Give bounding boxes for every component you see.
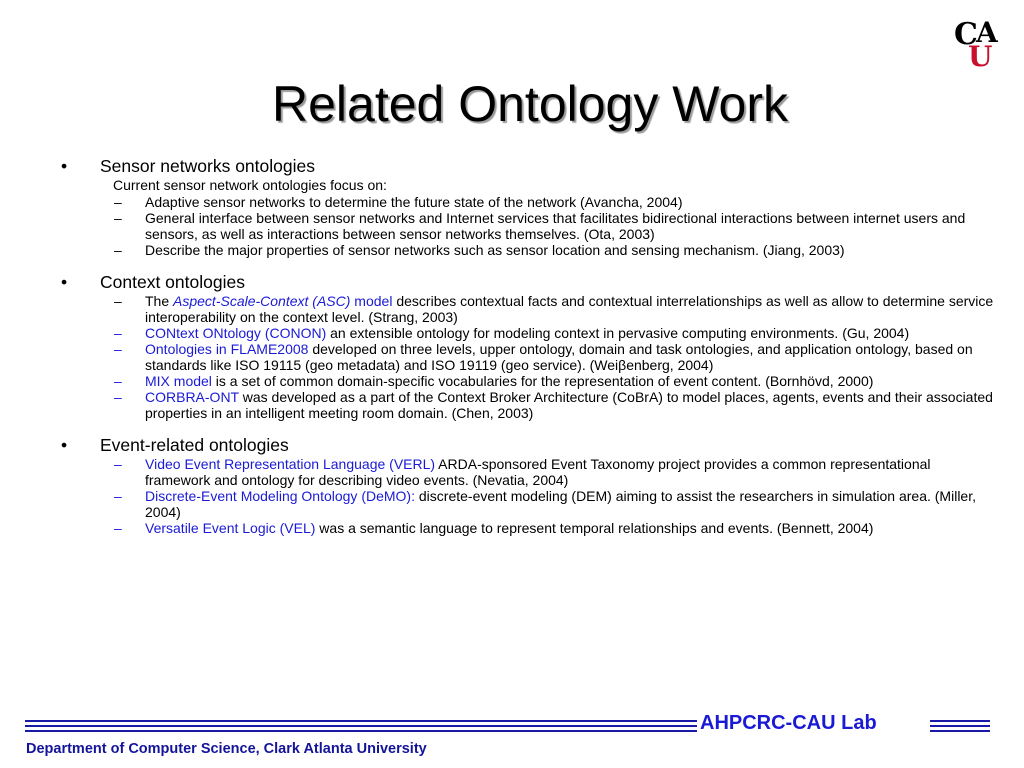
sub-item: – MIX model is a set of common domain-specific vocabularies for the representation of event content. (Bornhövd, 2000) — [114, 373, 874, 389]
svg-text:U: U — [968, 40, 993, 68]
dash-icon: – — [114, 389, 122, 405]
sub-item: – Describe the major properties of sensor networks such as sensor location and sensing mechanism. (Jiang, 2003) — [114, 242, 845, 258]
bullet-icon: • — [61, 435, 68, 455]
bullet-sensor-networks: • Sensor networks ontologies — [61, 156, 315, 176]
sub-item: – General interface between sensor networks and Internet services that facilitates bidirectional interactions between internet users and sensors, as well as interactions between sensor networks themselves. (Ota, 2003) — [114, 210, 966, 242]
mix-model-link[interactable]: MIX model — [145, 373, 212, 389]
sensor-note: Current sensor network ontologies focus on: — [113, 177, 387, 193]
department-label: Department of Computer Science, Clark Atlanta University — [26, 741, 427, 757]
dash-icon: – — [114, 293, 122, 309]
dash-icon: – — [114, 242, 122, 258]
conon-link[interactable]: CONtext ONtology (CONON) — [145, 325, 327, 341]
demo-link[interactable]: Discrete-Event Modeling Ontology (DeMO): — [145, 488, 415, 504]
sub-item: – Video Event Representation Language (VERL) ARDA-sponsored Event Taxonomy project provides a common representational framework and ontology for describing video events. (Nevatia, 2004) — [114, 456, 931, 488]
sub-item: – CORBRA-ONT was developed as a part of the Context Broker Architecture (CoBrA) to model places, agents, events and their associated properties in an intelligent meeting room domain. (Chen, 2003) — [114, 389, 993, 421]
dash-icon: – — [114, 194, 122, 210]
slide-title: Related Ontology Work — [272, 76, 788, 132]
corbra-ont-link[interactable]: CORBRA-ONT — [145, 389, 239, 405]
vel-link[interactable]: Versatile Event Logic (VEL) — [145, 520, 316, 536]
sub-item: – Versatile Event Logic (VEL) was a semantic language to represent temporal relationships and events. (Bennett, 2004) — [114, 520, 874, 536]
bullet-context-ontologies: • Context ontologies — [61, 272, 245, 292]
flame-link[interactable]: Ontologies in FLAME2008 — [145, 341, 309, 357]
svg-text:A: A — [976, 16, 998, 49]
asc-model-link[interactable]: model — [350, 293, 393, 309]
lab-label: AHPCRC-CAU Lab — [700, 712, 877, 734]
dash-icon: – — [114, 456, 122, 472]
bullet-icon: • — [61, 156, 68, 176]
sub-item: – CONtext ONtology (CONON) an extensible ontology for modeling context in pervasive computing environments. (Gu, 2004) — [114, 325, 910, 341]
dash-icon: – — [114, 210, 122, 226]
bullet-icon: • — [61, 272, 68, 292]
dash-icon: – — [114, 520, 122, 536]
asc-link[interactable]: Aspect-Scale-Context (ASC) — [173, 293, 351, 309]
verl-link[interactable]: Video Event Representation Language (VERL) — [145, 456, 436, 472]
sub-item: – Adaptive sensor networks to determine the future state of the network (Avancha, 2004) — [114, 194, 683, 210]
dash-icon: – — [114, 488, 122, 504]
dash-icon: – — [114, 373, 122, 389]
dash-icon: – — [114, 325, 122, 341]
sub-item: – The Aspect-Scale-Context (ASC) model describes contextual facts and contextual interrelationships as well as allow to determine service interoperability on the context level. (Strang, 2003) — [114, 293, 994, 325]
dash-icon: – — [114, 341, 122, 357]
sub-item: – Discrete-Event Modeling Ontology (DeMO): discrete-event modeling (DEM) aiming to assist the researchers in simulation area. (Miller, 2004) — [114, 488, 976, 520]
bullet-event-ontologies: • Event-related ontologies — [61, 435, 289, 455]
sub-item: – Ontologies in FLAME2008 developed on three levels, upper ontology, domain and task ontologies, and application ontology, based on standards like ISO 19115 (geo metadata) and ISO 19119 (geo service). (Weiβenberg, 2004) — [114, 341, 973, 373]
slide-content — [0, 155, 1024, 536]
cau-logo — [952, 14, 1006, 68]
svg-text:C: C — [954, 17, 978, 52]
